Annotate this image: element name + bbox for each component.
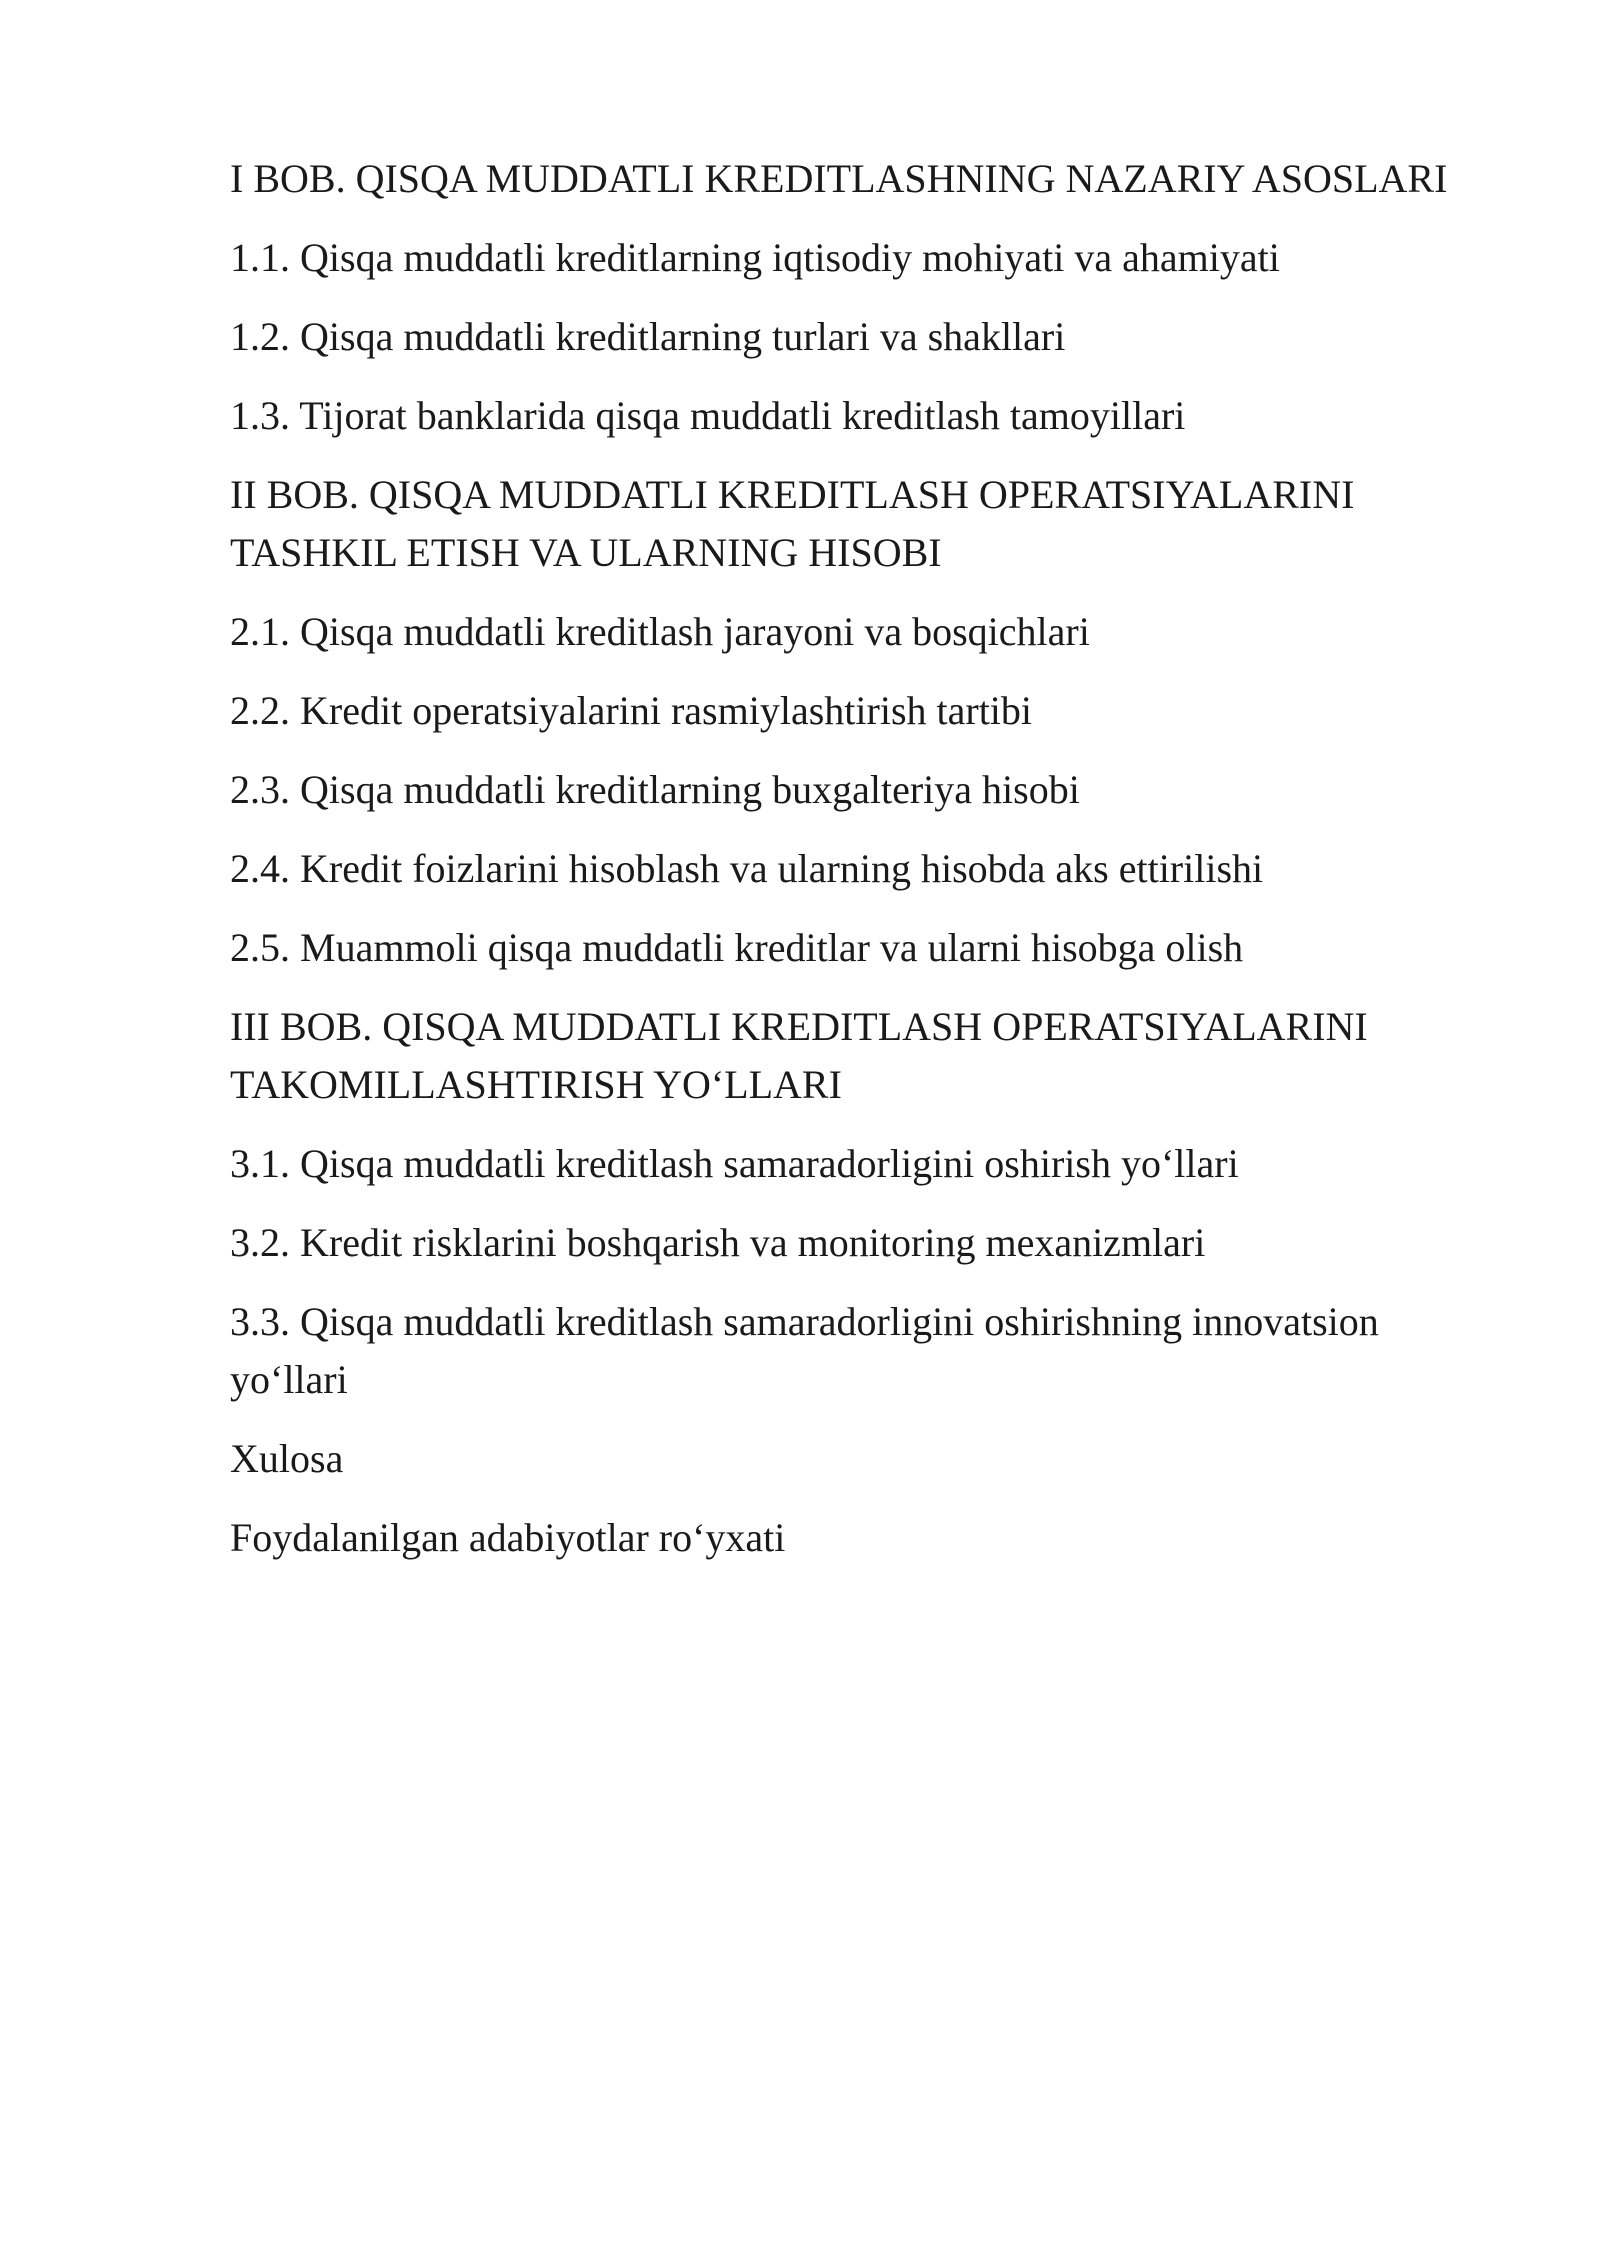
bibliography-entry: Foydalanilgan adabiyotlar ro‘yxati xyxy=(230,1515,786,1560)
section-2-4: 2.4. Kredit foizlarini hisoblash va ularning hisobda aks ettirilishi xyxy=(230,846,1264,891)
section-2-5: 2.5. Muammoli qisqa muddatli kreditlar va ularni hisobga olish xyxy=(230,925,1244,970)
chapter-3-heading: III BOB. QISQA MUDDATLI KREDITLASH OPERATSIYALARINI TAKOMILLASHTIRISH YO‘LLARI xyxy=(230,1004,1368,1107)
table-of-contents xyxy=(230,150,1490,1588)
section-3-3: 3.3. Qisqa muddatli kreditlash samaradorligini oshirishning innovatsion yo‘llari xyxy=(230,1299,1379,1402)
section-1-3: 1.3. Tijorat banklarida qisqa muddatli kreditlash tamoyillari xyxy=(230,393,1186,438)
section-2-2: 2.2. Kredit operatsiyalarini rasmiylashtirish tartibi xyxy=(230,688,1033,733)
section-3-1: 3.1. Qisqa muddatli kreditlash samaradorligini oshirish yo‘llari xyxy=(230,1141,1239,1186)
conclusion-entry: Xulosa xyxy=(230,1436,344,1481)
chapter-1-heading: I BOB. QISQA MUDDATLI KREDITLASHNING NAZARIY ASOSLARI xyxy=(230,156,1448,201)
section-2-1: 2.1. Qisqa muddatli kreditlash jarayoni va bosqichlari xyxy=(230,609,1090,654)
section-1-1: 1.1. Qisqa muddatli kreditlarning iqtisodiy mohiyati va ahamiyati xyxy=(230,235,1280,280)
section-1-2: 1.2. Qisqa muddatli kreditlarning turlari va shakllari xyxy=(230,314,1066,359)
section-3-2: 3.2. Kredit risklarini boshqarish va monitoring mexanizmlari xyxy=(230,1220,1206,1265)
chapter-2-heading: II BOB. QISQA MUDDATLI KREDITLASH OPERATSIYALARINI TASHKIL ETISH VA ULARNING HISOBI xyxy=(230,472,1355,575)
section-2-3: 2.3. Qisqa muddatli kreditlarning buxgalteriya hisobi xyxy=(230,767,1080,812)
